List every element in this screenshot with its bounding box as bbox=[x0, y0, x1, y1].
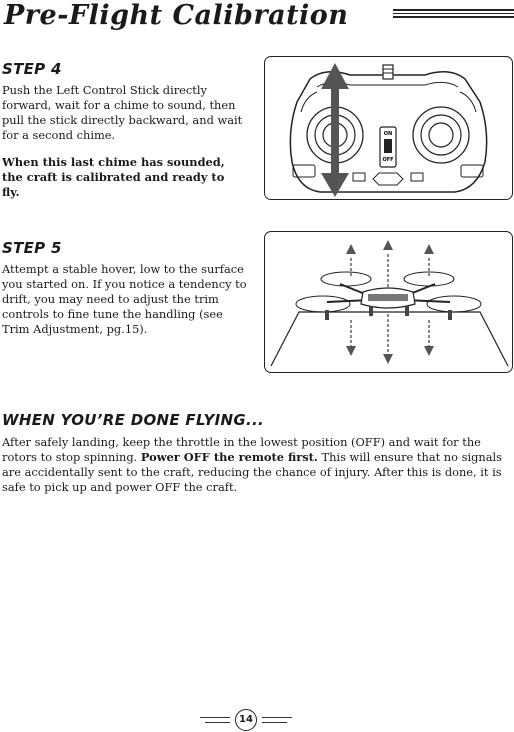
step4-body: Push the Left Control Stick directly forward, wait for a chime to sound, then pull the stick directly backward, and wait for a second chime. bbox=[2, 83, 243, 142]
page-number: 14 bbox=[235, 709, 257, 731]
done-flying-heading: WHEN YOU’RE DONE FLYING... bbox=[2, 411, 264, 429]
step5-heading: STEP 5 bbox=[2, 239, 62, 257]
step4-bold-note: When this last chime has sounded, the craft is calibrated and ready to fly. bbox=[2, 155, 225, 199]
switch-off-label: OFF bbox=[382, 157, 394, 163]
page-title: Pre-Flight Calibration bbox=[4, 0, 349, 31]
done-body-bold: Power OFF the remote first. bbox=[140, 450, 318, 464]
done-flying-body bbox=[2, 435, 514, 495]
controller-illustration bbox=[265, 57, 512, 199]
switch-on-label: ON bbox=[383, 131, 393, 137]
step5-body: Attempt a stable hover, low to the surface you started on. If you notice a tendency to drift, you may need to adjust the trim controls to fine tune the handling (see Trim Adjustment, pg.15). bbox=[2, 262, 247, 336]
drone-hover-illustration bbox=[265, 232, 512, 372]
done-body-part1: After safely landing, keep the throttle in the lowest position (OFF) and wait for the rotors to stop spinning. bbox=[2, 435, 481, 464]
title-decorative-rule bbox=[393, 9, 514, 19]
page-footer bbox=[200, 708, 292, 732]
step4-heading: STEP 4 bbox=[2, 60, 62, 78]
done-body-part2: This will ensure that no signals are accidentally sent to the craft, reducing the chance of injury. After this is done, it is safe to pick up and power OFF the craft. bbox=[2, 450, 503, 494]
controller-illustration-frame bbox=[264, 56, 513, 200]
drone-illustration-frame bbox=[264, 231, 513, 373]
